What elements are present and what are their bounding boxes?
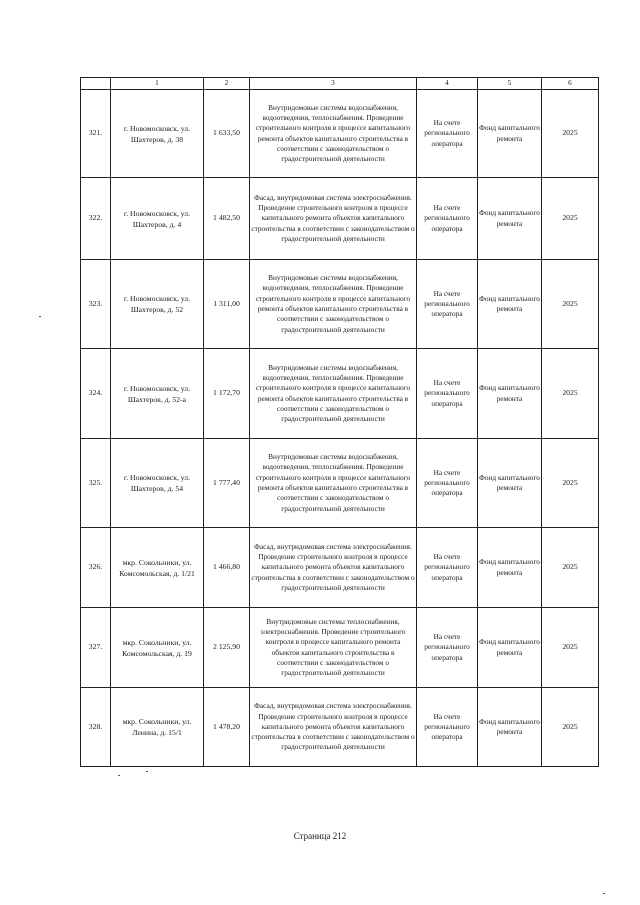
page-number: Страница 212 bbox=[293, 831, 347, 841]
fund-cell: Фонд капитального ремонта bbox=[478, 178, 542, 260]
scan-speck bbox=[603, 893, 605, 894]
year-cell: 2025 bbox=[542, 260, 599, 349]
header-cell-2: 2 bbox=[204, 78, 250, 90]
year-cell: 2025 bbox=[542, 439, 599, 528]
works-cell: Внутридомовые системы водоснабжения, водоотведения, теплоснабжения. Проведение строительного контроля в процессе капитального ремонта объектов капитального строительства в соответствии с законодательством о градостроительной деятельности bbox=[250, 439, 417, 528]
area-cell: 1 633,50 bbox=[204, 90, 250, 178]
row-number: 326. bbox=[81, 528, 111, 608]
column-numbers-row bbox=[81, 78, 599, 90]
account-cell: На счете регионального оператора bbox=[417, 178, 478, 260]
area-cell: 1 777,40 bbox=[204, 439, 250, 528]
table-row bbox=[81, 260, 599, 349]
account-cell: На счете регионального оператора bbox=[417, 688, 478, 767]
area-cell: 1 478,20 bbox=[204, 688, 250, 767]
address-cell: г. Новомосковск, ул. Шахтеров, д. 52-а bbox=[111, 349, 204, 439]
year-cell: 2025 bbox=[542, 178, 599, 260]
repair-schedule-table bbox=[80, 77, 599, 767]
fund-cell: Фонд капитального ремонта bbox=[478, 349, 542, 439]
works-cell: Внутридомовые системы теплоснабжения, электроснабжения. Проведение строительного контроля в процессе капитального ремонта объектов капитального строительства в соответствии с законодательством о градостроительной деятельности bbox=[250, 608, 417, 688]
row-number: 322. bbox=[81, 178, 111, 260]
works-cell: Фасад, внутридомовая система электроснабжения. Проведение строительного контроля в процессе капитального ремонта объектов капитального строительства в соответствии с законодательством о градостроительной деятельности bbox=[250, 528, 417, 608]
header-cell-1: 1 bbox=[111, 78, 204, 90]
header-cell-5: 5 bbox=[478, 78, 542, 90]
row-number: 323. bbox=[81, 260, 111, 349]
scan-speck bbox=[118, 775, 120, 776]
address-cell: г. Новомосковск, ул. Шахтеров, д. 38 bbox=[111, 90, 204, 178]
table-row bbox=[81, 90, 599, 178]
table-row bbox=[81, 349, 599, 439]
row-number: 328. bbox=[81, 688, 111, 767]
account-cell: На счете регионального оператора bbox=[417, 528, 478, 608]
fund-cell: Фонд капитального ремонта bbox=[478, 528, 542, 608]
account-cell: На счете регионального оператора bbox=[417, 608, 478, 688]
row-number: 325. bbox=[81, 439, 111, 528]
account-cell: На счете регионального оператора bbox=[417, 260, 478, 349]
fund-cell: Фонд капитального ремонта bbox=[478, 439, 542, 528]
header-cell-4: 4 bbox=[417, 78, 478, 90]
area-cell: 1 482,50 bbox=[204, 178, 250, 260]
year-cell: 2025 bbox=[542, 608, 599, 688]
header-cell-blank bbox=[81, 78, 111, 90]
address-cell: мкр. Сокольники, ул. Комсомольская, д. 1/21 bbox=[111, 528, 204, 608]
year-cell: 2025 bbox=[542, 528, 599, 608]
works-cell: Внутридомовые системы водоснабжения, водоотведения, теплоснабжения. Проведение строительного контроля в процессе капитального ремонта объектов капитального строительства в соответствии с законодательством о градостроительной деятельности bbox=[250, 260, 417, 349]
area-cell: 1 172,70 bbox=[204, 349, 250, 439]
works-cell: Фасад, внутридомовая система электроснабжения. Проведение строительного контроля в процессе капитального ремонта объектов капитального строительства в соответствии с законодательством о градостроительной деятельности bbox=[250, 688, 417, 767]
year-cell: 2025 bbox=[542, 688, 599, 767]
year-cell: 2025 bbox=[542, 349, 599, 439]
address-cell: г. Новомосковск, ул. Шахтеров, д. 52 bbox=[111, 260, 204, 349]
area-cell: 2 125,90 bbox=[204, 608, 250, 688]
fund-cell: Фонд капитального ремонта bbox=[478, 90, 542, 178]
table-row bbox=[81, 688, 599, 767]
table-row bbox=[81, 439, 599, 528]
table-row bbox=[81, 178, 599, 260]
table-row bbox=[81, 608, 599, 688]
area-cell: 1 466,80 bbox=[204, 528, 250, 608]
address-cell: мкр. Сокольники, ул. Ленина, д. 15/1 bbox=[111, 688, 204, 767]
works-cell: Фасад, внутридомовая система электроснабжения. Проведение строительного контроля в процессе капитального ремонта объектов капитального строительства в соответствии с законодательством о градостроительной деятельности bbox=[250, 178, 417, 260]
account-cell: На счете регионального оператора bbox=[417, 349, 478, 439]
year-cell: 2025 bbox=[542, 90, 599, 178]
area-cell: 1 311,00 bbox=[204, 260, 250, 349]
table-row bbox=[81, 528, 599, 608]
fund-cell: Фонд капитального ремонта bbox=[478, 260, 542, 349]
works-cell: Внутридомовые системы водоснабжения, водоотведения, теплоснабжения. Проведение строительного контроля в процессе капитального ремонта объектов капитального строительства в соответствии с законодательством о градостроительной деятельности bbox=[250, 90, 417, 178]
scan-speck bbox=[146, 771, 148, 772]
row-number: 324. bbox=[81, 349, 111, 439]
fund-cell: Фонд капитального ремонта bbox=[478, 608, 542, 688]
works-cell: Внутридомовые системы водоснабжения, водоотведения, теплоснабжения. Проведение строительного контроля в процессе капитального ремонта объектов капитального строительства в соответствии с законодательством о градостроительной деятельности bbox=[250, 349, 417, 439]
address-cell: мкр. Сокольники, ул. Комсомольская, д. 19 bbox=[111, 608, 204, 688]
header-cell-3: 3 bbox=[250, 78, 417, 90]
row-number: 327. bbox=[81, 608, 111, 688]
scan-speck bbox=[39, 316, 41, 317]
address-cell: г. Новомосковск, ул. Шахтеров, д. 4 bbox=[111, 178, 204, 260]
account-cell: На счете регионального оператора bbox=[417, 90, 478, 178]
row-number: 321. bbox=[81, 90, 111, 178]
account-cell: На счете регионального оператора bbox=[417, 439, 478, 528]
address-cell: г. Новомосковск, ул. Шахтеров, д. 54 bbox=[111, 439, 204, 528]
fund-cell: Фонд капитального ремонта bbox=[478, 688, 542, 767]
header-cell-6: 6 bbox=[542, 78, 599, 90]
